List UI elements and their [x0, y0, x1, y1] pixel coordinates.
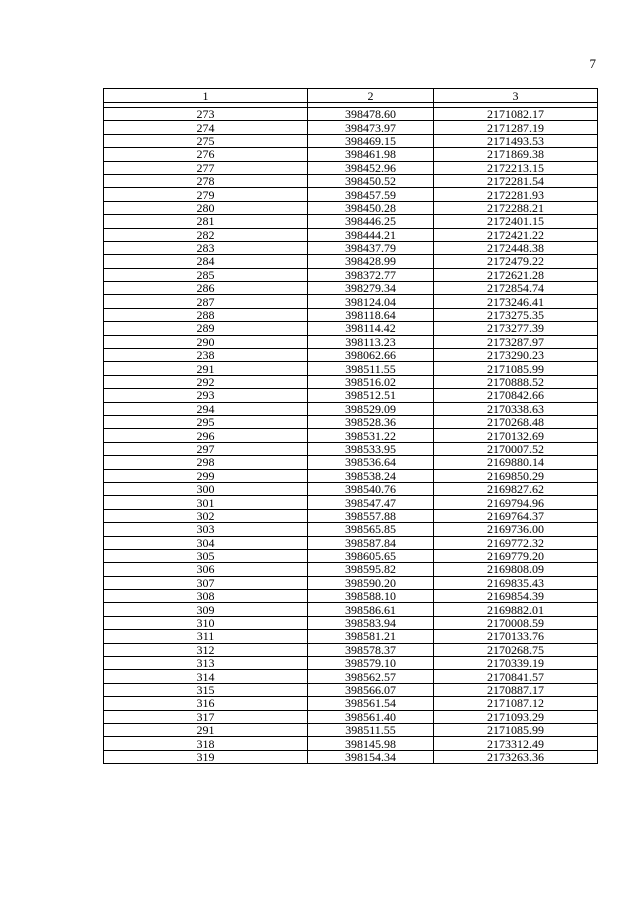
table-row [104, 723, 598, 736]
table-row [104, 308, 598, 321]
table-row [104, 215, 598, 228]
x-coordinate-cell: 398565.85 [308, 523, 434, 536]
table-row [104, 335, 598, 348]
x-coordinate-cell: 398428.99 [308, 255, 434, 268]
table-row [104, 657, 598, 670]
table-row [104, 576, 598, 589]
table-row [104, 282, 598, 295]
y-coordinate-cell: 2172288.21 [434, 201, 598, 214]
point-number-cell: 308 [104, 590, 308, 603]
x-coordinate-cell: 398461.98 [308, 148, 434, 161]
table-row [104, 228, 598, 241]
table-row [104, 108, 598, 121]
y-coordinate-cell: 2173246.41 [434, 295, 598, 308]
point-number-cell: 284 [104, 255, 308, 268]
y-coordinate-cell: 2170008.59 [434, 616, 598, 629]
table-row [104, 375, 598, 388]
table-row [104, 509, 598, 522]
table-row [104, 255, 598, 268]
table-row [104, 241, 598, 254]
point-number-cell: 302 [104, 509, 308, 522]
y-coordinate-cell: 2169736.00 [434, 523, 598, 536]
point-number-cell: 294 [104, 402, 308, 415]
point-number-cell: 292 [104, 375, 308, 388]
point-number-cell: 285 [104, 268, 308, 281]
x-coordinate-cell: 398446.25 [308, 215, 434, 228]
x-coordinate-cell: 398538.24 [308, 469, 434, 482]
point-number-cell: 280 [104, 201, 308, 214]
point-number-cell: 315 [104, 683, 308, 696]
y-coordinate-cell: 2170841.57 [434, 670, 598, 683]
y-coordinate-cell: 2170887.17 [434, 683, 598, 696]
x-coordinate-cell: 398586.61 [308, 603, 434, 616]
point-number-cell: 310 [104, 616, 308, 629]
column-header-y: 3 [434, 89, 598, 103]
x-coordinate-cell: 398450.28 [308, 201, 434, 214]
x-coordinate-cell: 398536.64 [308, 456, 434, 469]
x-coordinate-cell: 398473.97 [308, 121, 434, 134]
table-row [104, 482, 598, 495]
point-number-cell: 290 [104, 335, 308, 348]
table-row [104, 697, 598, 710]
point-number-cell: 274 [104, 121, 308, 134]
point-number-cell: 299 [104, 469, 308, 482]
y-coordinate-cell: 2173275.35 [434, 308, 598, 321]
y-coordinate-cell: 2173312.49 [434, 737, 598, 750]
y-coordinate-cell: 2169772.32 [434, 536, 598, 549]
x-coordinate-cell: 398533.95 [308, 442, 434, 455]
table-row [104, 349, 598, 362]
table-row [104, 643, 598, 656]
y-coordinate-cell: 2170842.66 [434, 389, 598, 402]
y-coordinate-cell: 2172281.93 [434, 188, 598, 201]
y-coordinate-cell: 2170132.69 [434, 429, 598, 442]
point-number-cell: 286 [104, 282, 308, 295]
y-coordinate-cell: 2172401.15 [434, 215, 598, 228]
point-number-cell: 300 [104, 482, 308, 495]
coordinates-table [103, 88, 598, 764]
y-coordinate-cell: 2172421.22 [434, 228, 598, 241]
x-coordinate-cell: 398516.02 [308, 375, 434, 388]
point-number-cell: 281 [104, 215, 308, 228]
point-number-cell: 295 [104, 415, 308, 428]
table-row [104, 630, 598, 643]
table-row [104, 456, 598, 469]
table-row [104, 134, 598, 147]
x-coordinate-cell: 398595.82 [308, 563, 434, 576]
table-row [104, 389, 598, 402]
y-coordinate-cell: 2169882.01 [434, 603, 598, 616]
x-coordinate-cell: 398528.36 [308, 415, 434, 428]
table-row [104, 442, 598, 455]
y-coordinate-cell: 2169880.14 [434, 456, 598, 469]
y-coordinate-cell: 2173287.97 [434, 335, 598, 348]
x-coordinate-cell: 398581.21 [308, 630, 434, 643]
y-coordinate-cell: 2171093.29 [434, 710, 598, 723]
x-coordinate-cell: 398478.60 [308, 108, 434, 121]
point-number-cell: 311 [104, 630, 308, 643]
point-number-cell: 273 [104, 108, 308, 121]
table-row [104, 536, 598, 549]
point-number-cell: 317 [104, 710, 308, 723]
y-coordinate-cell: 2169779.20 [434, 549, 598, 562]
point-number-cell: 291 [104, 362, 308, 375]
point-number-cell: 307 [104, 576, 308, 589]
y-coordinate-cell: 2169854.39 [434, 590, 598, 603]
point-number-cell: 298 [104, 456, 308, 469]
point-number-cell: 297 [104, 442, 308, 455]
x-coordinate-cell: 398113.23 [308, 335, 434, 348]
y-coordinate-cell: 2173263.36 [434, 750, 598, 763]
x-coordinate-cell: 398279.34 [308, 282, 434, 295]
table-row [104, 710, 598, 723]
y-coordinate-cell: 2172281.54 [434, 174, 598, 187]
table-row [104, 295, 598, 308]
x-coordinate-cell: 398469.15 [308, 134, 434, 147]
table-row [104, 121, 598, 134]
table-row [104, 161, 598, 174]
y-coordinate-cell: 2170888.52 [434, 375, 598, 388]
table-row [104, 469, 598, 482]
header-row [104, 89, 598, 103]
x-coordinate-cell: 398561.54 [308, 697, 434, 710]
table-row [104, 201, 598, 214]
y-coordinate-cell: 2169764.37 [434, 509, 598, 522]
y-coordinate-cell: 2171287.19 [434, 121, 598, 134]
x-coordinate-cell: 398062.66 [308, 349, 434, 362]
y-coordinate-cell: 2171085.99 [434, 362, 598, 375]
point-number-cell: 306 [104, 563, 308, 576]
point-number-cell: 303 [104, 523, 308, 536]
point-number-cell: 309 [104, 603, 308, 616]
x-coordinate-cell: 398557.88 [308, 509, 434, 522]
x-coordinate-cell: 398587.84 [308, 536, 434, 549]
point-number-cell: 287 [104, 295, 308, 308]
table-row [104, 429, 598, 442]
x-coordinate-cell: 398590.20 [308, 576, 434, 589]
y-coordinate-cell: 2171869.38 [434, 148, 598, 161]
point-number-cell: 288 [104, 308, 308, 321]
point-number-cell: 293 [104, 389, 308, 402]
y-coordinate-cell: 2173277.39 [434, 322, 598, 335]
table-row [104, 563, 598, 576]
y-coordinate-cell: 2172621.28 [434, 268, 598, 281]
x-coordinate-cell: 398531.22 [308, 429, 434, 442]
point-number-cell: 276 [104, 148, 308, 161]
table-row [104, 362, 598, 375]
y-coordinate-cell: 2172479.22 [434, 255, 598, 268]
x-coordinate-cell: 398579.10 [308, 657, 434, 670]
x-coordinate-cell: 398457.59 [308, 188, 434, 201]
point-number-cell: 291 [104, 723, 308, 736]
x-coordinate-cell: 398450.52 [308, 174, 434, 187]
page-number: 7 [589, 56, 596, 71]
x-coordinate-cell: 398114.42 [308, 322, 434, 335]
table-row [104, 670, 598, 683]
table-row [104, 737, 598, 750]
y-coordinate-cell: 2172448.38 [434, 241, 598, 254]
x-coordinate-cell: 398561.40 [308, 710, 434, 723]
x-coordinate-cell: 398566.07 [308, 683, 434, 696]
x-coordinate-cell: 398540.76 [308, 482, 434, 495]
table-row [104, 402, 598, 415]
y-coordinate-cell: 2169850.29 [434, 469, 598, 482]
point-number-cell: 316 [104, 697, 308, 710]
y-coordinate-cell: 2169808.09 [434, 563, 598, 576]
table-row [104, 148, 598, 161]
x-coordinate-cell: 398118.64 [308, 308, 434, 321]
x-coordinate-cell: 398511.55 [308, 362, 434, 375]
y-coordinate-cell: 2170339.19 [434, 657, 598, 670]
x-coordinate-cell: 398437.79 [308, 241, 434, 254]
y-coordinate-cell: 2169835.43 [434, 576, 598, 589]
x-coordinate-cell: 398562.57 [308, 670, 434, 683]
table-row [104, 188, 598, 201]
y-coordinate-cell: 2172213.15 [434, 161, 598, 174]
y-coordinate-cell: 2170007.52 [434, 442, 598, 455]
y-coordinate-cell: 2170268.75 [434, 643, 598, 656]
y-coordinate-cell: 2169794.96 [434, 496, 598, 509]
point-number-cell: 238 [104, 349, 308, 362]
table-row [104, 549, 598, 562]
point-number-cell: 278 [104, 174, 308, 187]
x-coordinate-cell: 398529.09 [308, 402, 434, 415]
point-number-cell: 283 [104, 241, 308, 254]
y-coordinate-cell: 2173290.23 [434, 349, 598, 362]
y-coordinate-cell: 2171493.53 [434, 134, 598, 147]
column-header-point: 1 [104, 89, 308, 103]
point-number-cell: 305 [104, 549, 308, 562]
y-coordinate-cell: 2171087.12 [434, 697, 598, 710]
point-number-cell: 312 [104, 643, 308, 656]
x-coordinate-cell: 398512.51 [308, 389, 434, 402]
table-row [104, 415, 598, 428]
x-coordinate-cell: 398583.94 [308, 616, 434, 629]
y-coordinate-cell: 2170268.48 [434, 415, 598, 428]
point-number-cell: 277 [104, 161, 308, 174]
point-number-cell: 289 [104, 322, 308, 335]
point-number-cell: 296 [104, 429, 308, 442]
point-number-cell: 313 [104, 657, 308, 670]
table-row [104, 750, 598, 763]
table-row [104, 523, 598, 536]
y-coordinate-cell: 2170133.76 [434, 630, 598, 643]
point-number-cell: 319 [104, 750, 308, 763]
x-coordinate-cell: 398578.37 [308, 643, 434, 656]
x-coordinate-cell: 398145.98 [308, 737, 434, 750]
y-coordinate-cell: 2169827.62 [434, 482, 598, 495]
table-row [104, 322, 598, 335]
x-coordinate-cell: 398124.04 [308, 295, 434, 308]
x-coordinate-cell: 398372.77 [308, 268, 434, 281]
y-coordinate-cell: 2171085.99 [434, 723, 598, 736]
y-coordinate-cell: 2171082.17 [434, 108, 598, 121]
x-coordinate-cell: 398154.34 [308, 750, 434, 763]
x-coordinate-cell: 398452.96 [308, 161, 434, 174]
x-coordinate-cell: 398605.65 [308, 549, 434, 562]
y-coordinate-cell: 2172854.74 [434, 282, 598, 295]
point-number-cell: 301 [104, 496, 308, 509]
table-row [104, 616, 598, 629]
x-coordinate-cell: 398588.10 [308, 590, 434, 603]
table-row [104, 174, 598, 187]
table-row [104, 496, 598, 509]
column-header-x: 2 [308, 89, 434, 103]
point-number-cell: 279 [104, 188, 308, 201]
point-number-cell: 282 [104, 228, 308, 241]
x-coordinate-cell: 398444.21 [308, 228, 434, 241]
x-coordinate-cell: 398547.47 [308, 496, 434, 509]
table-row [104, 590, 598, 603]
point-number-cell: 314 [104, 670, 308, 683]
point-number-cell: 275 [104, 134, 308, 147]
table-row [104, 683, 598, 696]
table-row [104, 603, 598, 616]
point-number-cell: 304 [104, 536, 308, 549]
table-row [104, 268, 598, 281]
x-coordinate-cell: 398511.55 [308, 723, 434, 736]
y-coordinate-cell: 2170338.63 [434, 402, 598, 415]
point-number-cell: 318 [104, 737, 308, 750]
